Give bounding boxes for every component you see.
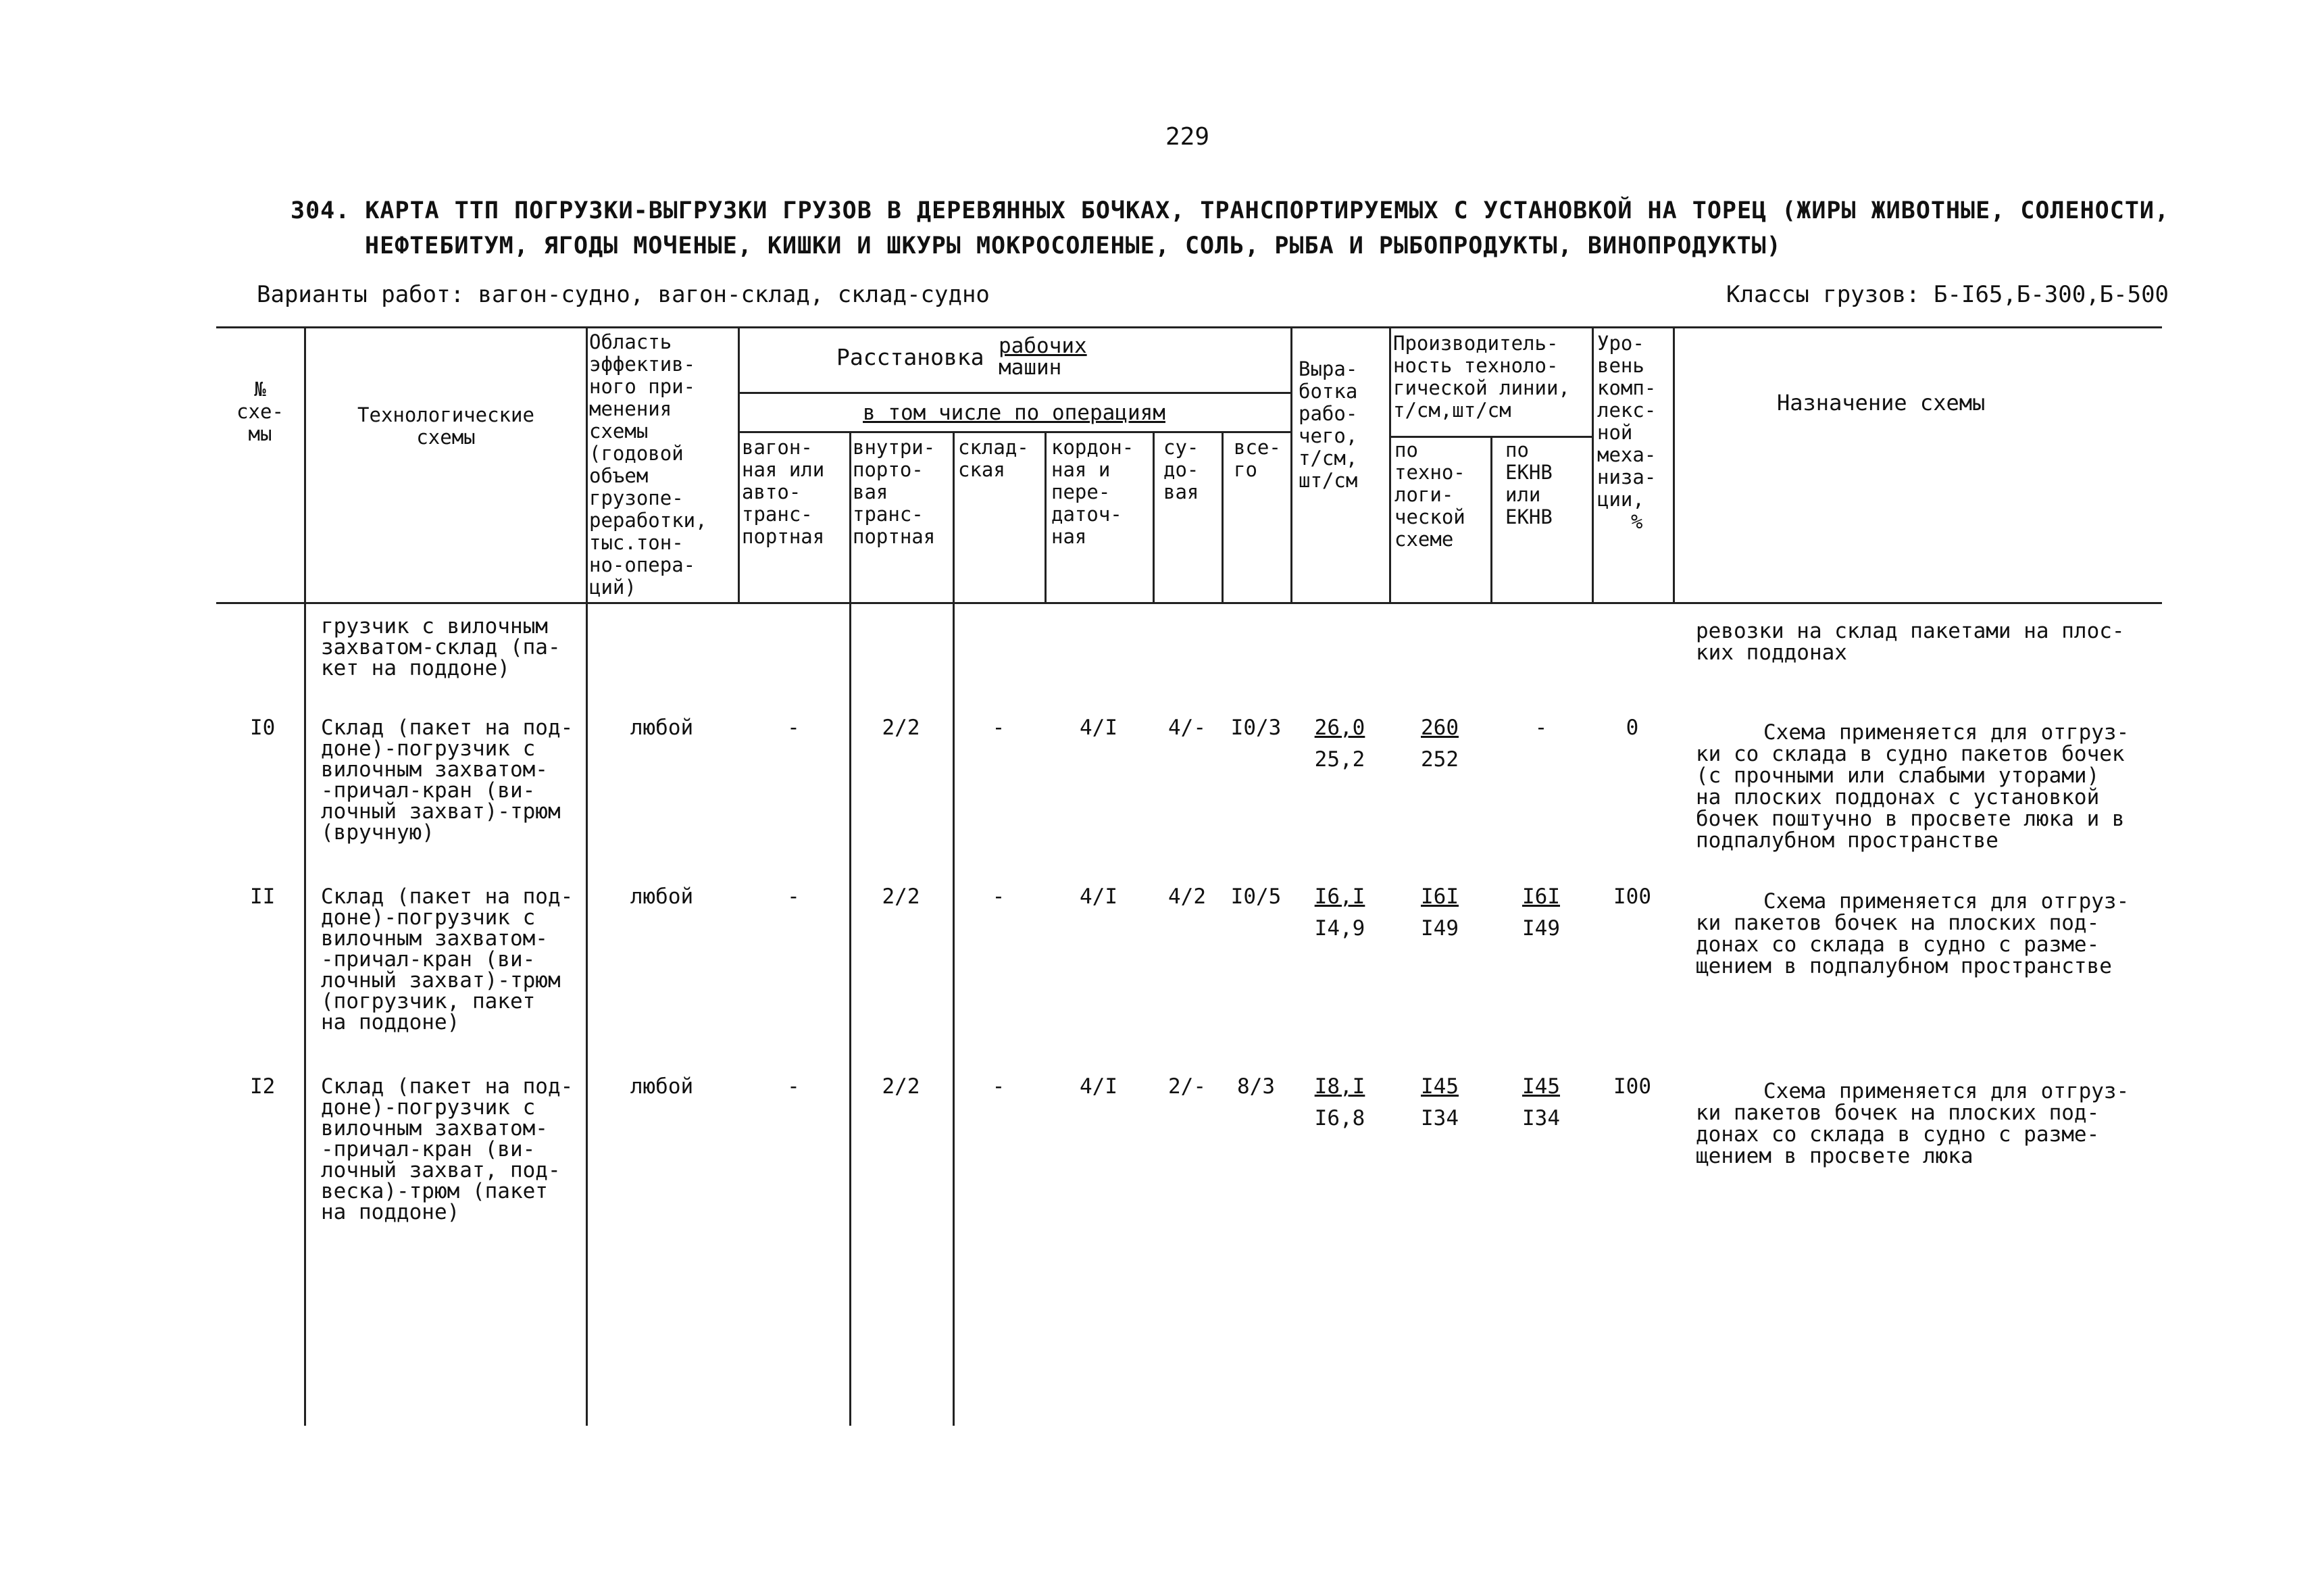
- col-rule: [1045, 431, 1047, 602]
- tech-scheme: Склад (пакет на под- доне)-погрузчик с вилочным захватом- -причал-кран (ви- лочный захват)-трюм (погрузчик, пакет на поддоне): [321, 884, 574, 1034]
- header-op-wagon: вагон- ная или авто- транс- портная: [742, 436, 825, 548]
- header-subrule-ops-cols: [738, 431, 1290, 433]
- line-productivity-tech: I45 I34: [1421, 1074, 1459, 1130]
- line-productivity-tech: I6I I49: [1421, 884, 1459, 941]
- header-scheme-number: № схе- мы: [236, 378, 284, 445]
- op-warehouse: -: [992, 1074, 1005, 1099]
- mechanization-level: 0: [1626, 716, 1639, 740]
- col-rule: [1673, 326, 1675, 602]
- op-intraport: 2/2: [882, 1074, 920, 1099]
- header-subrule-operations: [738, 392, 1290, 394]
- scheme-purpose: Схема применяется для отгруз- ки со склада в судно пакетов бочек (с прочными или слабыми уторами) на плоских поддонах с установкой бочек поштучно в просвете люка и в подпалубном пространстве: [1696, 720, 2130, 853]
- op-wagon: -: [787, 884, 800, 909]
- worker-output: I8,I I6,8: [1314, 1074, 1365, 1130]
- col-rule: [586, 326, 588, 1426]
- col-rule: [849, 431, 851, 1426]
- scheme-purpose: Схема применяется для отгруз- ки пакетов бочек на плоских под- донах со склада в судно с разме- щением в просвете люка: [1696, 1079, 2130, 1168]
- header-by-ekhnv: по ЕКНВ или ЕКНВ: [1505, 439, 1553, 528]
- header-op-intraport: внутри- порто- вая транс- портная: [853, 436, 936, 548]
- header-machines: машин: [999, 355, 1062, 380]
- op-wagon: -: [787, 716, 800, 740]
- op-warehouse: -: [992, 884, 1005, 909]
- line-productivity-ekhnv: I45 I34: [1522, 1074, 1560, 1130]
- header-by-tech-scheme: по техно- логи- ческой схеме: [1394, 439, 1465, 551]
- op-intraport: 2/2: [882, 716, 920, 740]
- op-cordon: 4/I: [1080, 884, 1117, 909]
- worker-output: I6,I I4,9: [1314, 884, 1365, 941]
- header-bottom-rule: [216, 602, 2162, 604]
- op-total: 8/3: [1237, 1074, 1275, 1099]
- op-warehouse: -: [992, 716, 1005, 740]
- col-rule: [1490, 436, 1492, 602]
- application-area: любой: [630, 1074, 694, 1099]
- scheme-number: II: [250, 884, 276, 909]
- col-rule: [1592, 326, 1594, 602]
- op-ship: 4/2: [1168, 884, 1206, 909]
- col-rule: [304, 326, 306, 1426]
- op-intraport: 2/2: [882, 884, 920, 909]
- continuation-purpose: ревозки на склад пакетами на плос- ких поддонах: [1696, 619, 2125, 665]
- header-op-warehouse: склад- ская: [958, 436, 1029, 481]
- header-op-cordon: кордон- ная и пере- даточ- ная: [1051, 436, 1134, 548]
- continuation-tech: грузчик с вилочным захватом-склад (па- кет на поддоне): [321, 614, 561, 680]
- worker-output: 26,0 25,2: [1314, 716, 1365, 772]
- header-top-rule: [216, 326, 2162, 328]
- header-placement: Расстановка: [836, 344, 984, 370]
- op-ship: 2/-: [1168, 1074, 1206, 1099]
- op-wagon: -: [787, 1074, 800, 1099]
- op-total: I0/5: [1230, 884, 1282, 909]
- col-rule: [1290, 326, 1292, 602]
- header-op-ship: су- до- вая: [1163, 436, 1199, 503]
- page-number: 229: [1165, 123, 1210, 151]
- scheme-number: I2: [250, 1074, 276, 1099]
- op-cordon: 4/I: [1080, 1074, 1117, 1099]
- work-variants: Варианты работ: вагон-судно, вагон-склад, склад-судно: [257, 281, 990, 308]
- header-output: Выра- ботка рабо- чего, т/см, шт/см: [1299, 357, 1358, 492]
- col-rule: [1153, 431, 1155, 602]
- header-workers: рабочих: [999, 334, 1087, 358]
- header-scheme-purpose: Назначение схемы: [1777, 390, 1986, 416]
- scheme-purpose: Схема применяется для отгруз- ки пакетов бочек на плоских под- донах со склада в судно с разме- щением в подпалубном пространстве: [1696, 889, 2130, 978]
- line-productivity-ekhnv: I6I I49: [1522, 884, 1560, 941]
- document-title-line-1: 304. КАРТА ТТП ПОГРУЗКИ-ВЫГРУЗКИ ГРУЗОВ В ДЕРЕВЯННЫХ БОЧКАХ, ТРАНСПОРТИРУЕМЫХ С УСТАНОВКОЙ НА ТОРЕЦ (ЖИРЫ ЖИВОТНЫЕ, СОЛЕНОСТИ,: [291, 197, 2170, 224]
- op-ship: 4/-: [1168, 716, 1206, 740]
- header-mechanization-level: Уро- вень комп- лекс- ной меха- низа- ции, %: [1597, 332, 1657, 533]
- header-productivity: Производитель- ность техноло- гической линии, т/см,шт/см: [1393, 332, 1570, 422]
- op-total: I0/3: [1230, 716, 1282, 740]
- document-title-line-2: НЕФТЕБИТУМ, ЯГОДЫ МОЧЕНЫЕ, КИШКИ И ШКУРЫ МОКРОСОЛЕНЫЕ, СОЛЬ, РЫБА И РЫБОПРОДУКТЫ, ВИНОПРОДУКТЫ): [365, 232, 1782, 259]
- line-productivity-tech: 260 252: [1421, 716, 1459, 772]
- application-area: любой: [630, 716, 694, 740]
- header-op-total: все- го: [1234, 436, 1281, 481]
- col-rule: [1389, 326, 1391, 602]
- header-by-operations: в том числе по операциям: [863, 401, 1165, 425]
- col-rule: [1222, 431, 1224, 602]
- mechanization-level: I00: [1613, 1074, 1651, 1099]
- mechanization-level: I00: [1613, 884, 1651, 909]
- cargo-classes: Классы грузов: Б-I65,Б-300,Б-500: [1726, 281, 2169, 308]
- line-productivity-ekhnv: -: [1534, 716, 1548, 740]
- tech-scheme: Склад (пакет на под- доне)-погрузчик с вилочным захватом- -причал-кран (ви- лочный захват, под- веска)-трюм (пакет на поддоне): [321, 1074, 574, 1224]
- header-application-area: Область эффектив- ного при- менения схемы (годовой объем грузопе- реработки, тыс.тон- но-опера- ций): [589, 330, 707, 599]
- col-rule: [738, 326, 740, 602]
- header-tech-schemes: Технологические схемы: [357, 403, 534, 449]
- op-cordon: 4/I: [1080, 716, 1117, 740]
- scheme-number: I0: [250, 716, 276, 740]
- tech-scheme: Склад (пакет на под- доне)-погрузчик с вилочным захватом- -причал-кран (ви- лочный захват)-трюм (вручную): [321, 716, 574, 845]
- application-area: любой: [630, 884, 694, 909]
- col-rule: [953, 431, 955, 1426]
